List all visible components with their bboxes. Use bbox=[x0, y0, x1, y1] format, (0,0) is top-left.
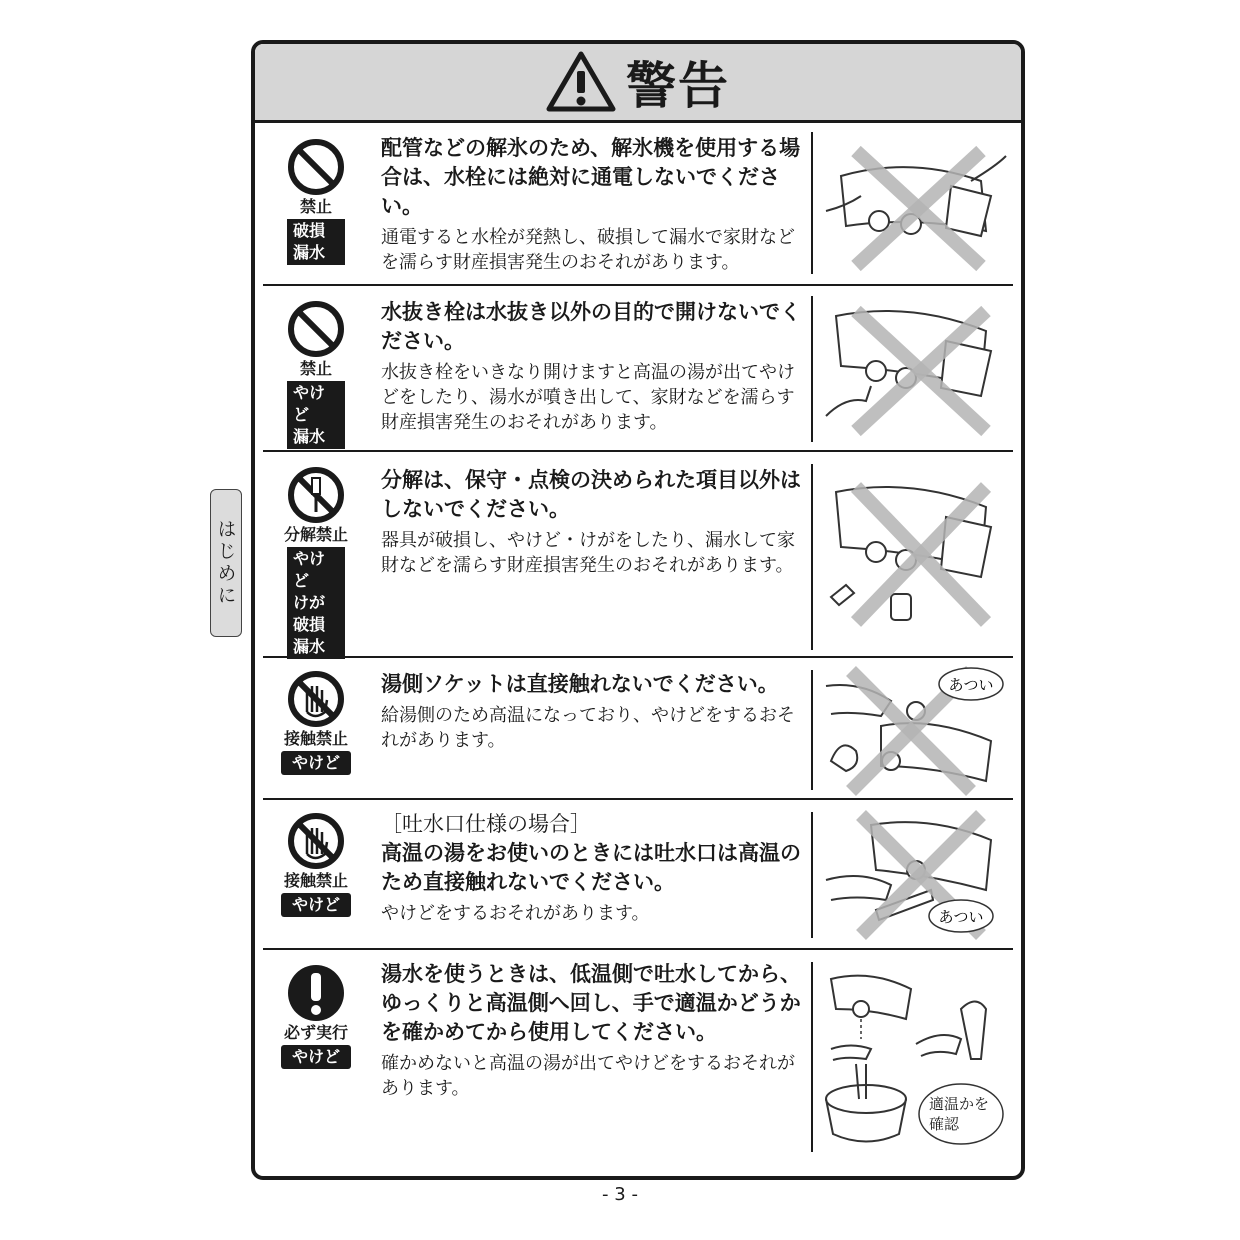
badge-line: 破損 bbox=[293, 615, 326, 634]
section-body: 給湯側のため高温になっており、やけどをするおそれがあります。 bbox=[381, 705, 795, 751]
warning-panel bbox=[251, 40, 1025, 1180]
hazard-badge bbox=[281, 893, 351, 917]
warning-section-3 bbox=[263, 452, 1013, 658]
icon-column bbox=[271, 466, 361, 659]
section-heading: 湯側ソケットは直接触れないでください。 bbox=[381, 672, 779, 696]
column-divider bbox=[811, 812, 813, 938]
icon-label: 禁止 bbox=[299, 197, 332, 216]
text-column bbox=[381, 466, 801, 578]
section-body: 確かめないと高温の湯が出てやけどをするおそれがあります。 bbox=[381, 1053, 795, 1099]
no-touch-icon bbox=[287, 670, 345, 728]
icon-label: 禁止 bbox=[299, 359, 332, 378]
faucet-disassembly-illustration bbox=[821, 472, 1011, 642]
badge-line: やけど bbox=[291, 753, 340, 772]
bubble-text: あつい bbox=[948, 676, 994, 694]
mandatory-icon bbox=[287, 964, 345, 1022]
no-touch-icon bbox=[287, 812, 345, 870]
page-number: - 3 - bbox=[602, 1184, 638, 1205]
section-body: 器具が破損し、やけど・けがをしたり、漏水して家財などを濡らす財産損害発生のおそれがあります。 bbox=[381, 530, 795, 576]
icon-column bbox=[271, 670, 361, 775]
column-divider bbox=[811, 296, 813, 442]
chapter-tab-label: はじめに bbox=[214, 519, 237, 607]
column-divider bbox=[811, 464, 813, 650]
no-disassembly-icon bbox=[287, 466, 345, 524]
warning-section-4 bbox=[263, 658, 1013, 800]
warning-triangle-icon bbox=[546, 51, 616, 113]
wrench-icon bbox=[831, 585, 854, 605]
section-condition: ［吐水口仕様の場合］ bbox=[381, 812, 591, 836]
bubble-text: あつい bbox=[938, 908, 984, 926]
hot-socket-illustration bbox=[821, 666, 1011, 796]
panel-header bbox=[255, 44, 1021, 123]
badge-line: 漏水 bbox=[293, 637, 326, 656]
section-body: 水抜き栓をいきなり開けますと高温の湯が出てやけどをしたり、湯水が噴き出して、家財などを濡らす財産損害発生のおそれがあります。 bbox=[381, 362, 795, 433]
shower-head-icon bbox=[961, 1002, 986, 1060]
hazard-badge bbox=[287, 219, 345, 265]
icon-label: 分解禁止 bbox=[283, 525, 348, 544]
column-divider bbox=[811, 962, 813, 1152]
page-title: 警告 bbox=[626, 57, 730, 115]
badge-line: やけど bbox=[293, 383, 326, 424]
hazard-badge bbox=[281, 751, 351, 775]
warning-section-1 bbox=[263, 124, 1013, 286]
icon-column bbox=[271, 964, 361, 1069]
section-body: 通電すると水栓が発熱し、破損して漏水で家財などを濡らす財産損害発生のおそれがあります。 bbox=[381, 227, 795, 273]
column-divider bbox=[811, 132, 813, 274]
section-heading: 配管などの解氷のため、解氷機を使用する場合は、水栓には絶対に通電しないでください。 bbox=[381, 136, 801, 218]
warning-section-5 bbox=[263, 800, 1013, 950]
icon-label: 接触禁止 bbox=[283, 729, 348, 748]
screwdriver-icon bbox=[891, 594, 911, 620]
badge-line: やけど bbox=[291, 895, 340, 914]
temperature-check-illustration bbox=[821, 964, 1011, 1154]
icon-label: 接触禁止 bbox=[283, 871, 348, 890]
text-column bbox=[381, 960, 801, 1101]
text-column bbox=[381, 298, 801, 435]
prohibited-icon bbox=[287, 138, 345, 196]
warning-section-2 bbox=[263, 286, 1013, 452]
bubble-text: 適温かを確認 bbox=[929, 1095, 990, 1133]
text-column bbox=[381, 134, 801, 275]
badge-line: けが bbox=[293, 593, 326, 612]
section-heading: 高温の湯をお使いのときには吐水口は高温のため直接触れないでください。 bbox=[381, 841, 801, 894]
section-heading: 水抜き栓は水抜き以外の目的で開けないでください。 bbox=[381, 300, 801, 353]
prohibited-icon bbox=[287, 300, 345, 358]
badge-line: 破損 bbox=[293, 221, 326, 240]
badge-line: 漏水 bbox=[293, 243, 326, 262]
faucet-drain-illustration bbox=[821, 296, 1011, 442]
badge-line: やけど bbox=[291, 1047, 340, 1066]
warning-section-6 bbox=[263, 950, 1013, 1164]
text-column bbox=[381, 670, 801, 753]
text-column bbox=[381, 810, 801, 926]
badge-line: 漏水 bbox=[293, 427, 326, 446]
faucet-illustration bbox=[821, 136, 1011, 276]
icon-column bbox=[271, 300, 361, 449]
section-body: やけどをするおそれがあります。 bbox=[381, 903, 650, 924]
icon-column bbox=[271, 138, 361, 265]
chapter-tab[interactable] bbox=[210, 489, 242, 637]
badge-line: やけど bbox=[293, 549, 326, 590]
section-heading: 湯水を使うときは、低温側で吐水してから、ゆっくりと高温側へ回し、手で適温かどうかを確かめてから使用してください。 bbox=[381, 962, 801, 1044]
column-divider bbox=[811, 670, 813, 790]
icon-column bbox=[271, 812, 361, 917]
hot-spout-illustration bbox=[821, 810, 1011, 942]
hazard-badge bbox=[287, 547, 345, 659]
section-heading: 分解は、保守・点検の決められた項目以外はしないでください。 bbox=[381, 468, 801, 521]
icon-label: 必ず実行 bbox=[283, 1023, 348, 1042]
hazard-badge bbox=[287, 381, 345, 449]
hazard-badge bbox=[281, 1045, 351, 1069]
